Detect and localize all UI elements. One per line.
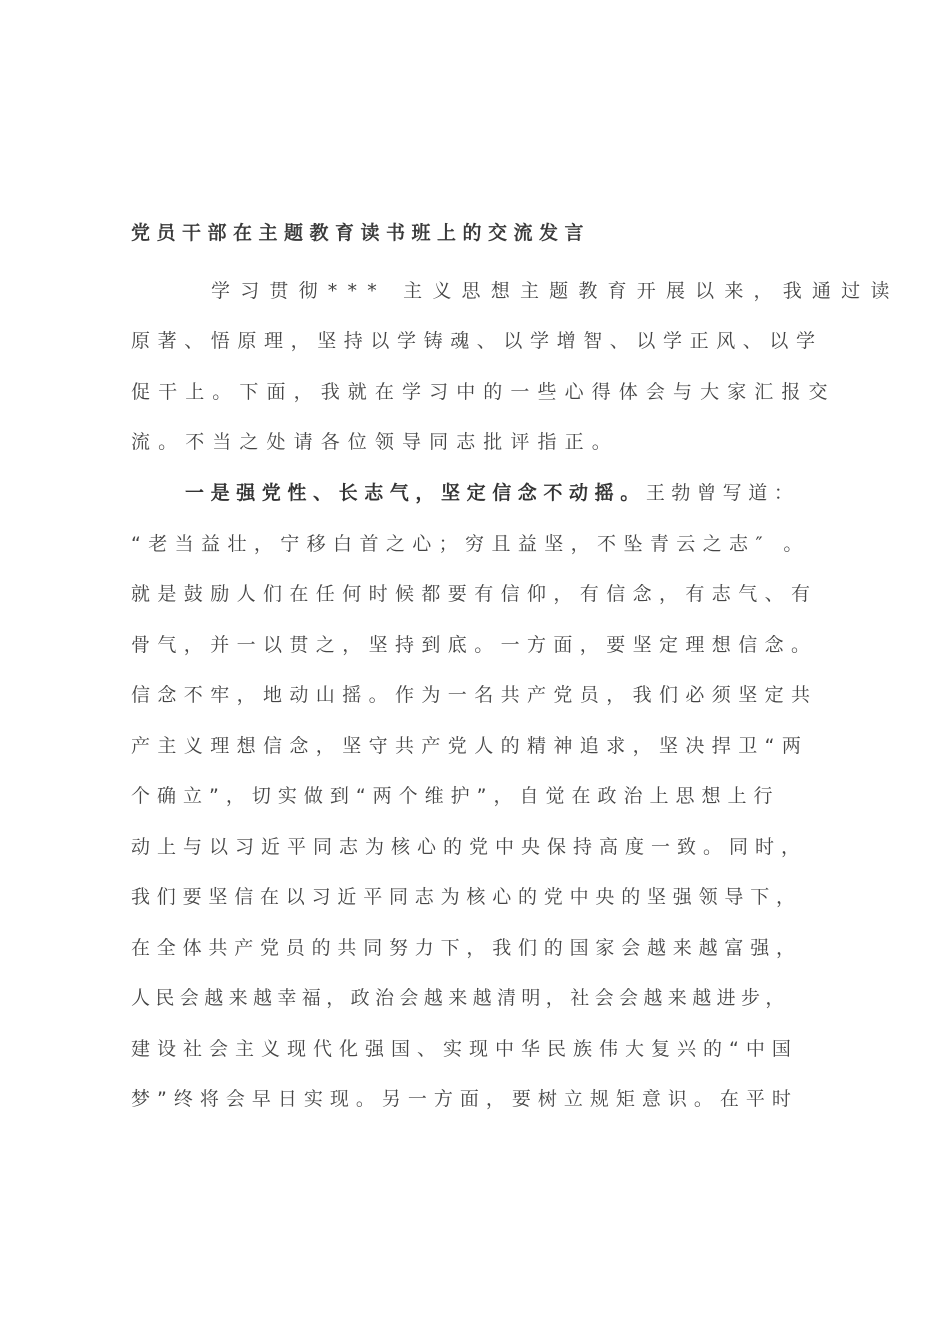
paragraph-line: 建设社会主义现代化强国、实现中华民族伟大复兴的“中国: [131, 1038, 798, 1060]
document-title: 党员干部在主题教育读书班上的交流发言: [131, 222, 591, 244]
paragraph-line: 在全体共产党员的共同努力下，我们的国家会越来越富强，: [131, 937, 802, 959]
paragraph-lead-tail: 王勃曾写道：: [645, 482, 800, 504]
paragraph-line: 流。不当之处请各位领导同志批评指正。: [131, 431, 619, 453]
paragraph-line: 原著、悟原理，坚持以学铸魂、以学增智、以学正风、以学: [131, 330, 823, 352]
paragraph-line: 梦”终将会早日实现。另一方面，要树立规矩意识。在平时: [131, 1088, 798, 1110]
paragraph-lead: 一是强党性、长志气，坚定信念不动摇。: [185, 482, 646, 504]
paragraph-line: 促干上。下面，我就在学习中的一些心得体会与大家汇报交: [131, 381, 836, 403]
paragraph-line: 信念不牢，地动山摇。作为一名共产党员，我们必须坚定共: [131, 684, 818, 706]
paragraph-line: 就是鼓励人们在任何时候都要有信仰，有信念，有志气、有: [131, 583, 818, 605]
paragraph-line: 人民会越来越幸福，政治会越来越清明，社会会越来越进步，: [131, 987, 790, 1009]
paragraph-line: [185, 478, 831, 508]
paragraph-line: 产主义理想信念，坚守共产党人的精神追求，坚决捍卫“两: [131, 735, 809, 757]
paragraph-line: 学习贯彻*** 主义思想主题教育开展以来，我通过读: [211, 280, 900, 302]
paragraph-line: 个确立”，切实做到“两个维护”，自觉在政治上思想上行: [131, 785, 780, 807]
paragraph-line: 动上与以习近平同志为核心的党中央保持高度一致。同时，: [131, 836, 808, 858]
paragraph-line: 骨气，并一以贯之，坚持到底。一方面，要坚定理想信念。: [131, 634, 818, 656]
paragraph-line: 我们要坚信在以习近平同志为核心的党中央的坚强领导下，: [131, 886, 802, 908]
paragraph-line: “老当益壮，宁移白首之心；穷且益坚，不坠青云之志″ 。: [131, 533, 810, 555]
